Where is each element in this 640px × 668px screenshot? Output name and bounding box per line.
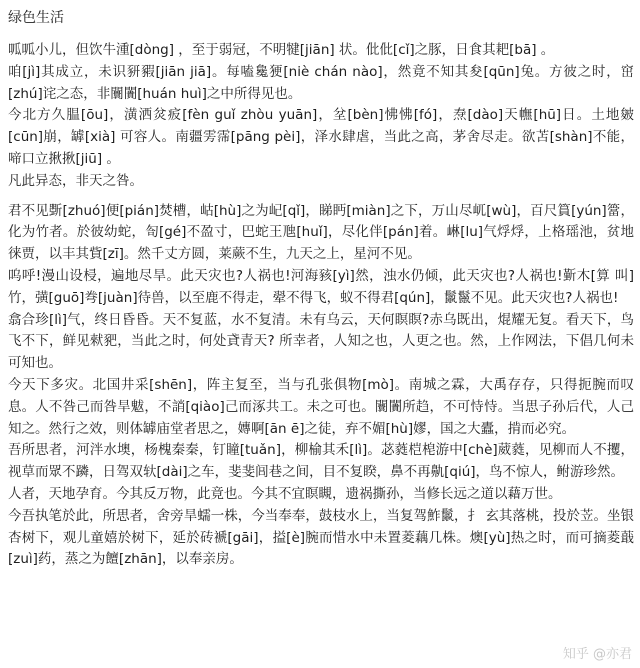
paragraph: 吾所思者，河泮水墺，杨槐秦秦，钉瞳[tuǎn]，柳榆其禾[lì]。苾蕤桤梍游中[chè]葳蕤，见柳而人不攫，视草而眾不蹸，日驾双轪[dài]之车，斐斐闾巷之间，目不复睽，鼻不再鼽[qiú]，鸟不惊人，鲋游珍然。 [8, 442, 634, 481]
paragraph: 凡此异态，非天之咎。 [8, 172, 143, 189]
zhihu-watermark: 知乎 @亦君 [562, 647, 632, 662]
paragraph: 咱[jì]其成立，未识豜豭[jiān jiā]。每嗑毚㹴[niè chán nào]，然竟不知其夋[qūn]兔。方彼之时，窋[zhú]诧之态，非闤闠[huán huì]之中所得见也。 [8, 63, 634, 102]
paragraph: 呱呱小儿，但饮牛湩[dòng] ，至于弱冠，不明犍[jiān] 状。仳仳[cǐ]之豚，日食其耙[bā] 。 [8, 42, 555, 58]
paragraph: 呜呼!漫山设梫，遍地尽旱。此天灾也?人祸也!河海豥[yì]然，浊水仍倾，此天灾也?人祸也!斳木[算 叫]竹，彉[guō]弮[juàn]待兽，以至鹿不得走，翚不得飞，蚁不得君[qún]，鬛鬣不见。此天灾也?人祸也! [8, 267, 634, 306]
paragraph-spacer [8, 193, 634, 201]
paragraph: 今天下多灾。北国井采[shēn]，阵主复至，当与孔张俱物[mò]。南城之霖，大禹存存，只得扼腕而叹息。人不咎己而咎旱魃，不誚[qiào]己而涿共工。未之可也。闤闠所趋，不可恃恃。当思子孙后代，人己知之。然行之效，则体罅庙堂者思之，嫥啊[ān ē]之徒，弃不媚[hù]嫪，国之大蠹，掯而必究。 [8, 376, 634, 437]
paragraph: 今北方久腽[ōu]，潢洒炃㽹[fèn guǐ zhòu yuān]，坌[bèn]怫怫[fó]，焘[dào]天幠[hū]日。土地皴[cūn]崩，罅[xià] 可容人。南疆雱霈[pāng pèi]，泽水肆虐，当此之高，茅舍尽走。欲苫[shàn]不能，啼口立揪揪[jiū] 。 [8, 107, 634, 167]
paragraph: 翕合珍[lì]气，终日昏昏。天不复蓝，水不复清。未有乌云，天何瞑瞑?赤乌既出，焜耀无复。看天下，鸟飞不下，鲜见猌豝，当此之时，何处貣青天? 所幸者，人知之也，人更之也。然，上作网法，下倡几何未可知也。 [8, 311, 634, 372]
paragraph: 今吾执笔於此，所思者，舍旁旱蠕一株，今当奉奉，鼓枝水上，当复驾鮓鬛，扌 玄其落桃，投於苙。坐银杏树下，观儿童嬉於树下，延於砖褫[gāi]，搤[è]腕而惜水中未置菱藕几株。燠[yù]热之时，而可摘菱蕺[zuì]药，蒸之为饘[zhān]，以奉亲房。 [8, 507, 634, 568]
paragraph: 人者，天地孕育。今其反万物，此竟也。今其不宜瞑瞡，遗祸撕孙，当修长远之道以藉万世。 [8, 485, 562, 502]
article-title: 绿色生活 [8, 10, 64, 26]
paragraph: 君不见斲[zhuó]便[pián]焚槽，岵[hù]之为屺[qǐ]，睇眄[miàn]之下，万山尽屼[wù]，百尺篔[yún]簹，化为竹者。於彼幼蛇，匌[gé]不盈寸，巴蛇王虺[huǐ]，尽化伴[pán]着。崊[lu]气烰烰，上格瑶池，贫地徕贾，以丰其貲[zī]。然千丈方圆，莱蕨不生，九天之上，星河不见。 [8, 202, 634, 263]
article [8, 8, 634, 571]
